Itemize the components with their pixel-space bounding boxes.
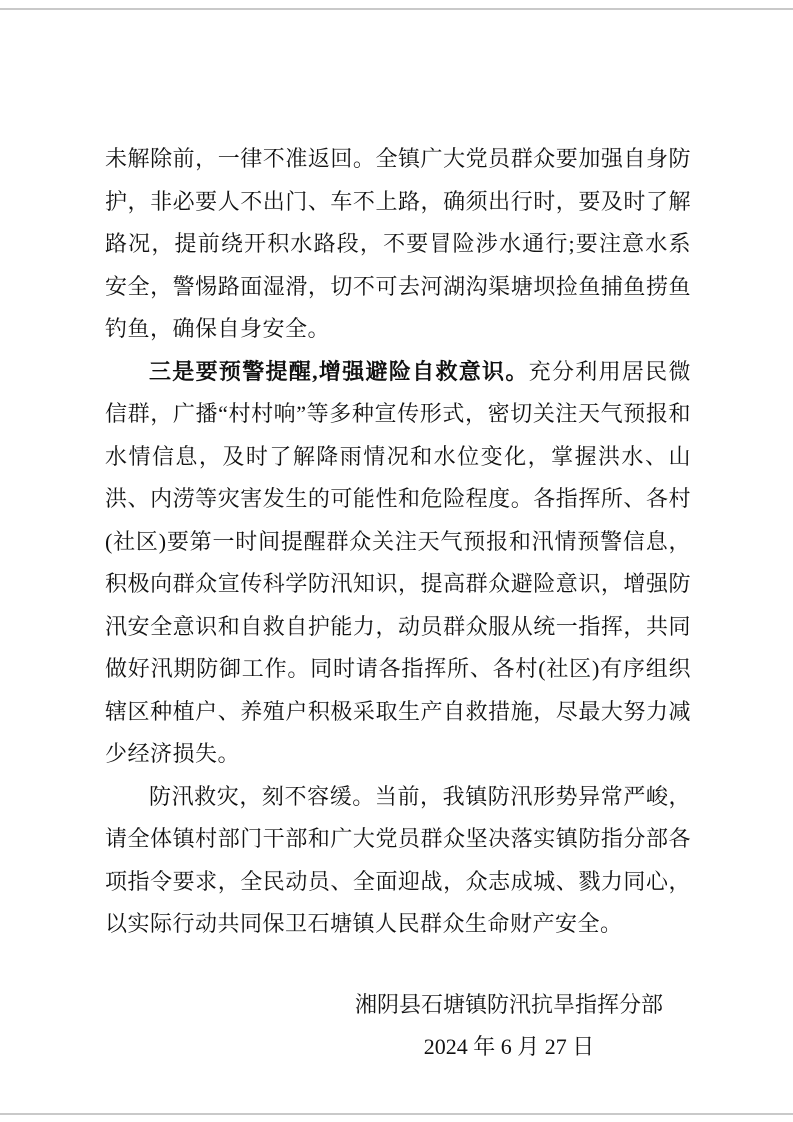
paragraph-text: 防汛救灾，刻不容缓。当前，我镇防汛形势异常严峻，请全体镇村部门干部和广大党员群众坚决落实镇防指分部各项指令要求，全民动员、全面迎战，众志成城、戮力同心，以实际行动共同保卫石塘镇人民群众生命财产安全。 — [105, 783, 691, 936]
document-content — [105, 138, 691, 1069]
paragraph — [105, 776, 691, 946]
page-top-border — [0, 8, 793, 10]
signature-inner — [355, 984, 663, 1069]
paragraph-bold-lead: 三是要预警提醒,增强避险自救意识。 — [149, 358, 529, 384]
page-bottom-border — [0, 1113, 793, 1115]
signature-date: 2024 年 6 月 27 日 — [423, 1034, 595, 1059]
signature-block — [105, 984, 691, 1069]
paragraph — [105, 138, 691, 351]
paragraph-text: 充分利用居民微信群，广播“村村响”等多种宣传形式，密切关注天气预报和水情信息，及时了解降雨情况和水位变化，掌握洪水、山洪、内涝等灾害发生的可能性和危险程度。各指挥所、各村(社区)要第一时间提醒群众关注天气预报和汛情预警信息，积极向群众宣传科学防汛知识，提高群众避险意识，增强防汛安全意识和自救自护能力，动员群众服从统一指挥，共同做好汛期防御工作。同时请各指挥所、各村(社区)有序组织辖区种植户、养殖户积极采取生产自救措施，尽最大努力减少经济损失。 — [105, 358, 691, 766]
paragraph — [105, 351, 691, 776]
signature-org: 湘阴县石塘镇防汛抗旱指挥分部 — [354, 991, 663, 1017]
paragraph-text: 未解除前，一律不准返回。全镇广大党员群众要加强自身防护，非必要人不出门、车不上路，确须出行时，要及时了解路况，提前绕开积水路段，不要冒险涉水通行;要注意水系安全，警惕路面湿滑，切不可去河湖沟渠塘坝捡鱼捕鱼捞鱼钓鱼，确保自身安全。 — [105, 146, 691, 341]
